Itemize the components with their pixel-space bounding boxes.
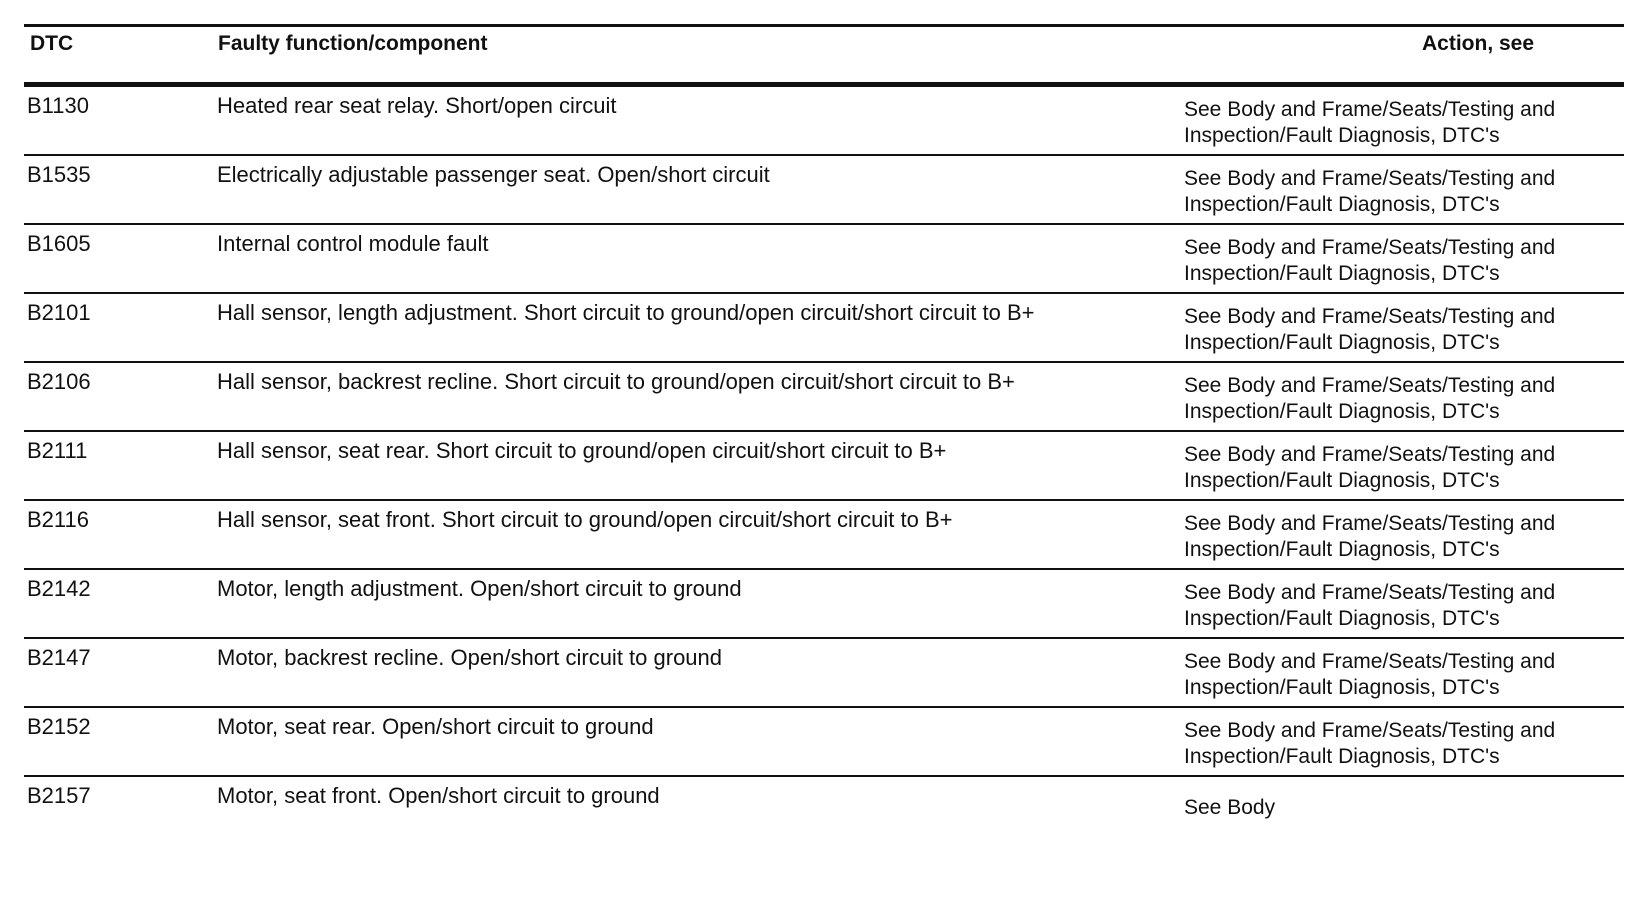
header-action: Action, see <box>1422 32 1535 55</box>
action-reference <box>1184 373 1555 425</box>
action-line-2: Inspection/Fault Diagnosis, DTC's <box>1184 193 1500 216</box>
action-reference <box>1184 97 1555 149</box>
action-line-1: See Body and Frame/Seats/Testing and <box>1184 98 1556 121</box>
header-faulty-function: Faulty function/component <box>218 32 488 55</box>
dtc-code: B1605 <box>27 231 91 256</box>
action-line-2: Inspection/Fault Diagnosis, DTC's <box>1184 400 1500 423</box>
faulty-function: Heated rear seat relay. Short/open circuit <box>217 93 617 118</box>
action-line-2: Inspection/Fault Diagnosis, DTC's <box>1184 331 1500 354</box>
action-line-1: See Body and Frame/Seats/Testing and <box>1184 650 1556 673</box>
dtc-code: B2147 <box>27 645 91 670</box>
table-row <box>24 87 1624 156</box>
faulty-function: Internal control module fault <box>217 231 489 256</box>
faulty-function: Hall sensor, seat rear. Short circuit to ground/open circuit/short circuit to B+ <box>217 438 947 463</box>
table-row <box>24 639 1624 708</box>
table-row <box>24 708 1624 777</box>
action-line-2: Inspection/Fault Diagnosis, DTC's <box>1184 676 1500 699</box>
faulty-function: Hall sensor, backrest recline. Short circuit to ground/open circuit/short circuit to B+ <box>217 369 1015 394</box>
dtc-code: B1535 <box>27 162 91 187</box>
dtc-code: B1130 <box>27 93 89 118</box>
action-line-1: See Body and Frame/Seats/Testing and <box>1184 512 1556 535</box>
faulty-function: Motor, backrest recline. Open/short circuit to ground <box>217 645 723 670</box>
action-reference <box>1184 649 1555 701</box>
table-row <box>24 501 1624 570</box>
table-row <box>24 363 1624 432</box>
dtc-code: B2142 <box>27 576 91 601</box>
faulty-function: Hall sensor, seat front. Short circuit to ground/open circuit/short circuit to B+ <box>217 507 953 532</box>
action-line-1: See Body and Frame/Seats/Testing and <box>1184 581 1556 604</box>
action-line-2: Inspection/Fault Diagnosis, DTC's <box>1184 124 1500 147</box>
action-reference <box>1184 718 1555 770</box>
dtc-code: B2116 <box>27 507 89 532</box>
action-reference <box>1184 304 1555 356</box>
dtc-code: B2106 <box>27 369 91 394</box>
action-line-1: See Body and Frame/Seats/Testing and <box>1184 443 1556 466</box>
faulty-function: Motor, length adjustment. Open/short circuit to ground <box>217 576 742 601</box>
table-row <box>24 570 1624 639</box>
action-reference <box>1184 795 1275 821</box>
dtc-code: B2111 <box>27 438 88 463</box>
faulty-function: Motor, seat rear. Open/short circuit to ground <box>217 714 654 739</box>
action-line-1: See Body and Frame/Seats/Testing and <box>1184 374 1556 397</box>
action-line-1: See Body and Frame/Seats/Testing and <box>1184 305 1556 328</box>
action-reference <box>1184 235 1555 287</box>
table-row <box>24 156 1624 225</box>
dtc-table <box>24 24 1624 837</box>
faulty-function: Hall sensor, length adjustment. Short circuit to ground/open circuit/short circuit to B+ <box>217 300 1035 325</box>
action-reference <box>1184 511 1555 563</box>
table-row <box>24 225 1624 294</box>
table-row <box>24 294 1624 363</box>
table-row <box>24 432 1624 501</box>
action-line-2: Inspection/Fault Diagnosis, DTC's <box>1184 607 1500 630</box>
faulty-function: Electrically adjustable passenger seat. Open/short circuit <box>217 162 770 187</box>
action-line-2: Inspection/Fault Diagnosis, DTC's <box>1184 538 1500 561</box>
faulty-function: Motor, seat front. Open/short circuit to ground <box>217 783 660 808</box>
action-reference <box>1184 166 1555 218</box>
action-line-2: Inspection/Fault Diagnosis, DTC's <box>1184 262 1500 285</box>
dtc-code: B2101 <box>27 300 91 325</box>
table-header <box>24 27 1624 87</box>
action-line-1: See Body <box>1184 796 1276 819</box>
dtc-code: B2152 <box>27 714 91 739</box>
table-row <box>24 777 1624 837</box>
dtc-code: B2157 <box>27 783 91 808</box>
action-line-2: Inspection/Fault Diagnosis, DTC's <box>1184 745 1500 768</box>
action-line-1: See Body and Frame/Seats/Testing and <box>1184 236 1556 259</box>
action-reference <box>1184 442 1555 494</box>
header-dtc: DTC <box>30 32 74 55</box>
action-line-1: See Body and Frame/Seats/Testing and <box>1184 167 1556 190</box>
action-reference <box>1184 580 1555 632</box>
action-line-2: Inspection/Fault Diagnosis, DTC's <box>1184 469 1500 492</box>
action-line-1: See Body and Frame/Seats/Testing and <box>1184 719 1556 742</box>
